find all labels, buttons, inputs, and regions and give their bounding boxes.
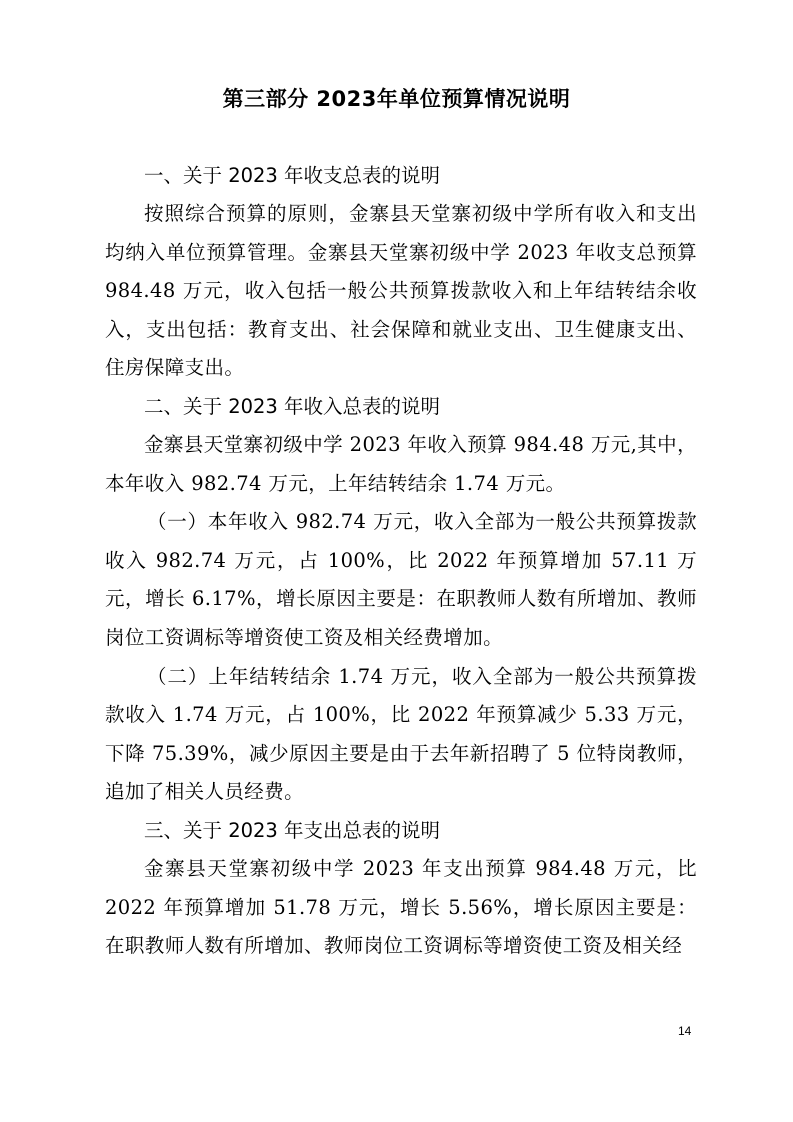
section-2-paragraph-1: 金寨县天堂寨初级中学 2023 年收入预算 984.48 万元,其中，本年收入 982.74 万元，上年结转结余 1.74 万元。 xyxy=(105,432,697,495)
page-title: 第三部分 2023年单位预算情况说明 xyxy=(222,87,571,111)
section-heading-3: 三、关于 2023 年支出总表的说明 xyxy=(144,818,441,842)
page-number: 14 xyxy=(678,1024,692,1038)
section-heading-2: 二、关于 2023 年收入总表的说明 xyxy=(144,394,441,418)
section-heading-1: 一、关于 2023 年收支总表的说明 xyxy=(144,164,441,187)
document-body xyxy=(105,157,697,966)
section-3-paragraph-1: 金寨县天堂寨初级中学 2023 年支出预算 984.48 万元，比 2022 年预算增加 51.78 万元，增长 5.56%，增长原因主要是：在职教师人数有所增加、教师岗位工资调标等增资使工资及相关经 xyxy=(105,856,697,958)
section-1-paragraph-1: 按照综合预算的原则，金寨县天堂寨初级中学所有收入和支出均纳入单位预算管理。金寨县天堂寨初级中学 2023 年收支总预算 984.48 万元，收入包括一般公共预算拨款收入和上年结转结余收入，支出包括：教育支出、社会保障和就业支出、卫生健康支出、住房保障支出。 xyxy=(105,202,697,380)
section-2-paragraph-3: （二）上年结转结余 1.74 万元，收入全部为一般公共预算拨款收入 1.74 万元，占 100%，比 2022 年预算减少 5.33 万元，下降 75.39%，减少原因主要是由于去年新招聘了 5 位特岗教师，追加了相关人员经费。 xyxy=(105,664,697,804)
section-2-paragraph-2: （一）本年收入 982.74 万元，收入全部为一般公共预算拨款收入 982.74 万元，占 100%，比 2022 年预算增加 57.11 万元，增长 6.17%，增长原因主要是：在职教师人数有所增加、教师岗位工资调标等增资使工资及相关经费增加。 xyxy=(105,510,697,649)
